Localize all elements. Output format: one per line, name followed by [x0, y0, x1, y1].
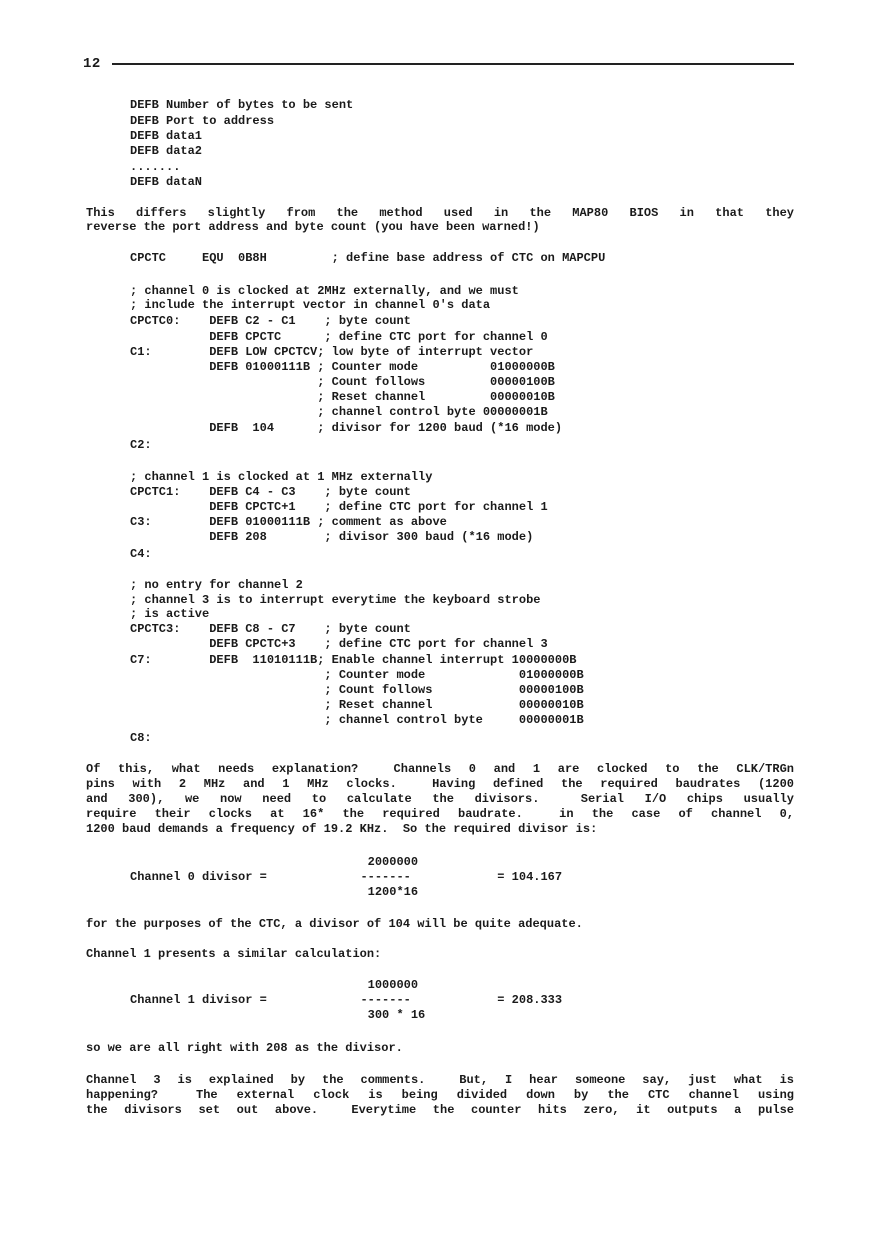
- text-line: the divisors set out above. Everytime the counter hits zero, it outputs a pulse: [86, 1103, 794, 1117]
- code-line: ; is active: [130, 607, 210, 621]
- text-line: so we are all right with 208 as the divisor.: [86, 1041, 403, 1055]
- code-line: ; channel control byte 00000001B: [130, 405, 548, 419]
- text-line: Channel 3 is explained by the comments. But, I hear someone say, just what is: [86, 1073, 794, 1087]
- text-line: and 300), we now need to calculate the divisors. Serial I/O chips usually: [86, 792, 794, 806]
- code-line: DEFB 104 ; divisor for 1200 baud (*16 mode): [130, 421, 563, 435]
- code-line: DEFB 208 ; divisor 300 baud (*16 mode): [130, 530, 534, 544]
- code-line: ; Reset channel 00000010B: [130, 698, 584, 712]
- code-line: ; no entry for channel 2: [130, 578, 303, 592]
- code-line: ; channel 3 is to interrupt everytime the keyboard strobe: [130, 593, 541, 607]
- code-line: 300 * 16: [130, 1008, 426, 1022]
- code-line: C3: DEFB 01000111B ; comment as above: [130, 515, 447, 529]
- code-line: ; channel 1 is clocked at 1 MHz externally: [130, 470, 433, 484]
- code-line: CPCTC1: DEFB C4 - C3 ; byte count: [130, 485, 411, 499]
- code-line: DEFB CPCTC+1 ; define CTC port for channel 1: [130, 500, 548, 514]
- code-line: CPCTC0: DEFB C2 - C1 ; byte count: [130, 314, 411, 328]
- text-line: reverse the port address and byte count (you have been warned!): [86, 220, 540, 234]
- code-line: 1000000: [130, 978, 419, 992]
- text-line: This differs slightly from the method used in the MAP80 BIOS in that they: [86, 206, 794, 220]
- code-line: ; Reset channel 00000010B: [130, 390, 555, 404]
- code-line: ; Count follows 00000100B: [130, 375, 555, 389]
- code-line: 1200*16: [130, 885, 419, 899]
- header-rule: [112, 63, 794, 65]
- code-line: .......: [130, 160, 181, 174]
- code-line: 2000000: [130, 855, 419, 869]
- text-line: for the purposes of the CTC, a divisor of 104 will be quite adequate.: [86, 917, 583, 931]
- code-line: C4:: [130, 547, 152, 561]
- text-line: Channel 1 presents a similar calculation:: [86, 947, 382, 961]
- code-line: ; Count follows 00000100B: [130, 683, 584, 697]
- code-line: C8:: [130, 731, 152, 745]
- page-number: 12: [83, 56, 101, 72]
- code-line: DEFB data1: [130, 129, 203, 143]
- code-line: DEFB CPCTC+3 ; define CTC port for channel 3: [130, 637, 548, 651]
- code-line: ; include the interrupt vector in channel 0's data: [130, 298, 491, 312]
- code-line: C1: DEFB LOW CPCTCV; low byte of interrupt vector: [130, 345, 534, 359]
- code-line: DEFB dataN: [130, 175, 203, 189]
- text-line: happening? The external clock is being divided down by the CTC channel using: [86, 1088, 794, 1102]
- code-line: ; channel 0 is clocked at 2MHz externally, and we must: [130, 284, 519, 298]
- code-line: DEFB data2: [130, 144, 203, 158]
- code-line: CPCTC3: DEFB C8 - C7 ; byte count: [130, 622, 411, 636]
- code-line: DEFB Port to address: [130, 114, 275, 128]
- text-line: pins with 2 MHz and 1 MHz clocks. Having defined the required baudrates (1200: [86, 777, 794, 791]
- code-line: C2:: [130, 438, 152, 452]
- code-line: DEFB 01000111B ; Counter mode 01000000B: [130, 360, 555, 374]
- text-line: Of this, what needs explanation? Channels 0 and 1 are clocked to the CLK/TRGn: [86, 762, 794, 776]
- code-line: Channel 1 divisor = ------- = 208.333: [130, 993, 563, 1007]
- code-line: CPCTC EQU 0B8H ; define base address of CTC on MAPCPU: [130, 251, 606, 265]
- code-line: C7: DEFB 11010111B; Enable channel interrupt 10000000B: [130, 653, 577, 667]
- text-line: 1200 baud demands a frequency of 19.2 KHz. So the required divisor is:: [86, 822, 598, 836]
- code-line: DEFB Number of bytes to be sent: [130, 98, 354, 112]
- text-line: require their clocks at 16* the required baudrate. in the case of channel 0,: [86, 807, 794, 821]
- code-line: Channel 0 divisor = ------- = 104.167: [130, 870, 563, 884]
- code-line: ; channel control byte 00000001B: [130, 713, 584, 727]
- code-line: DEFB CPCTC ; define CTC port for channel 0: [130, 330, 548, 344]
- code-line: ; Counter mode 01000000B: [130, 668, 584, 682]
